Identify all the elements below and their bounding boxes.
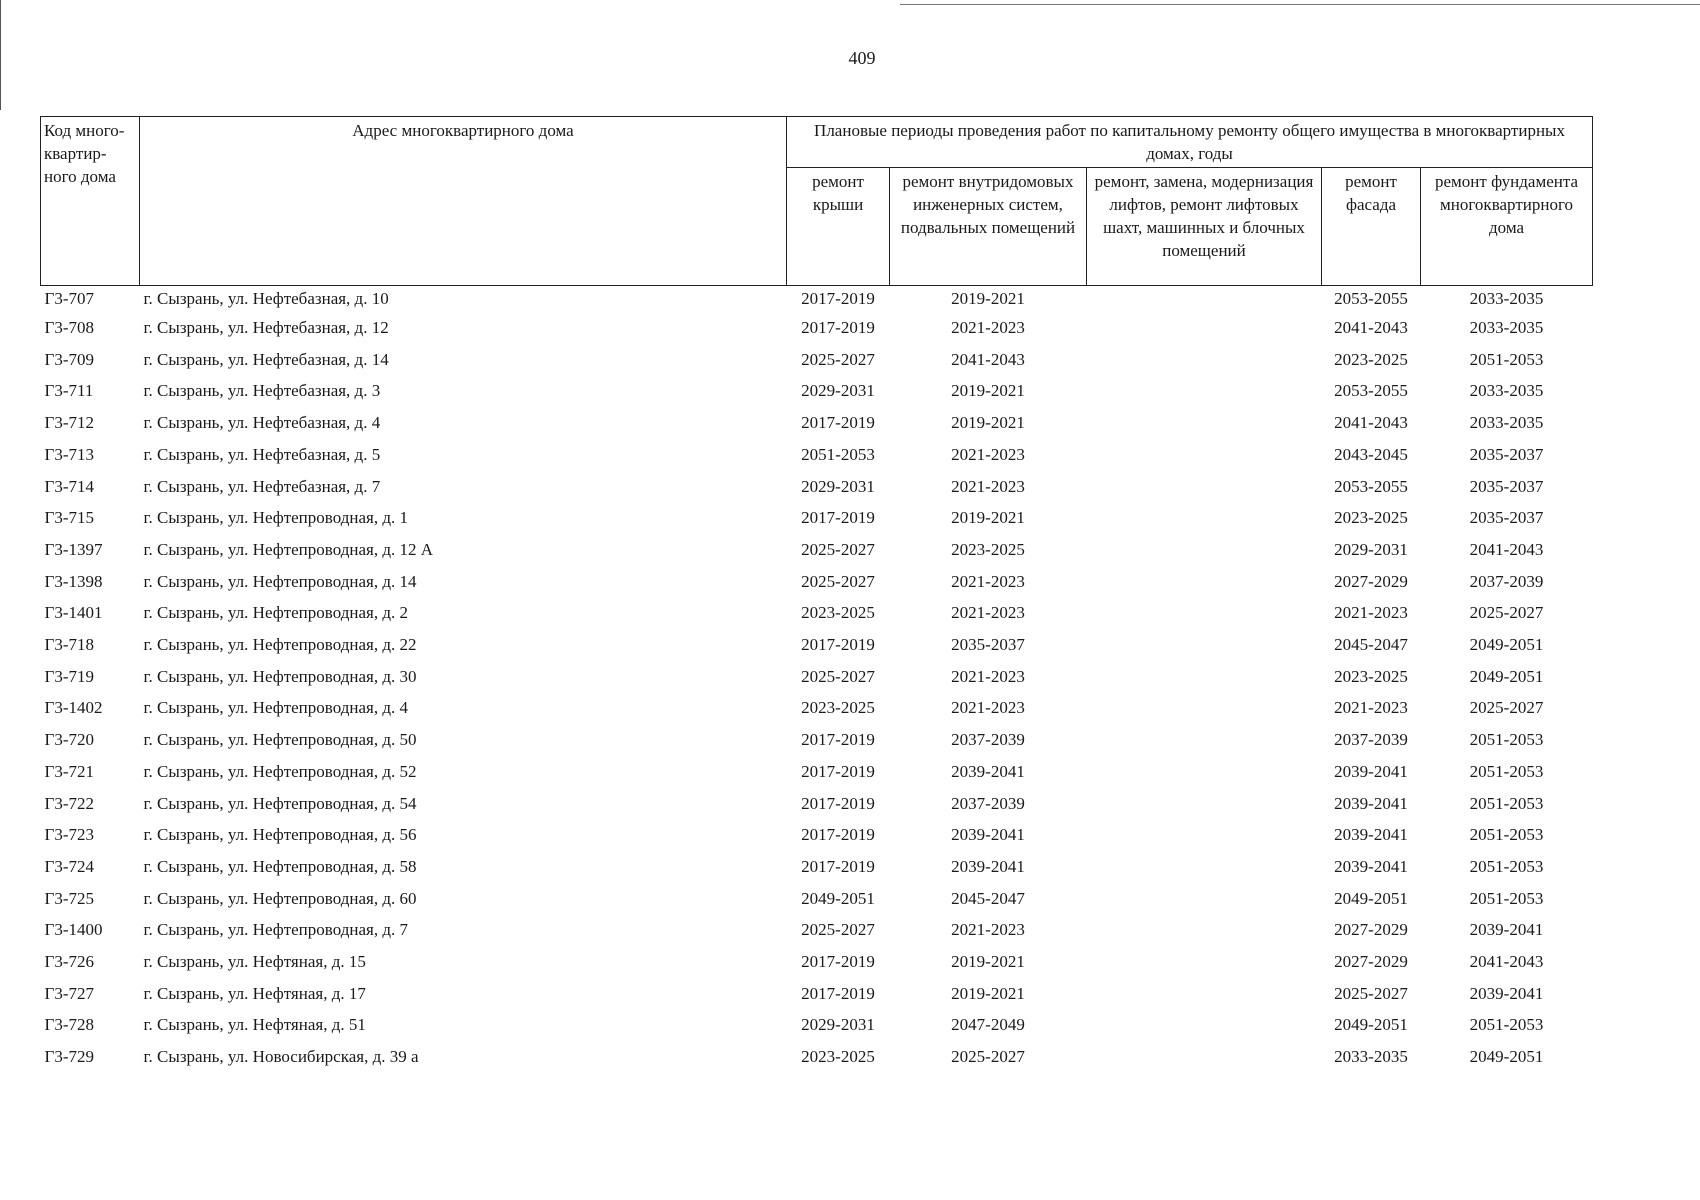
cell-code: Г3-721 <box>44 761 94 781</box>
cell-facade: 2025-2027 <box>1334 983 1408 1003</box>
cell-code: Г3-728 <box>44 1015 94 1035</box>
cell-engineering: 2019-2021 <box>951 289 1025 308</box>
cell-code: Г3-723 <box>44 825 94 845</box>
cell-engineering: 2019-2021 <box>951 983 1025 1003</box>
cell-roof: 2025-2027 <box>801 571 875 591</box>
cell-code: Г3-722 <box>44 793 94 813</box>
cell-facade: 2023-2025 <box>1334 666 1408 686</box>
cell-foundation: 2033-2035 <box>1469 381 1544 401</box>
cell-roof: 2049-2051 <box>801 888 875 908</box>
cell-roof: 2023-2025 <box>801 603 875 623</box>
cell-roof: 2017-2019 <box>801 730 875 750</box>
table-row <box>41 946 1593 978</box>
cell-foundation: 2049-2051 <box>1469 1047 1544 1067</box>
cell-code: Г3-727 <box>44 983 94 1003</box>
header-periods-group: Плановые периоды проведения работ по капитальному ремонту общего имущества в многоквартирных домах, годы <box>787 117 1593 168</box>
table-row <box>41 597 1593 629</box>
cell-roof: 2017-2019 <box>801 793 875 813</box>
table-row <box>41 883 1593 915</box>
table-row <box>41 819 1593 851</box>
table-row <box>41 692 1593 724</box>
cell-roof: 2017-2019 <box>801 508 875 528</box>
cell-engineering: 2035-2037 <box>951 635 1025 655</box>
header-roof: ремонт крыши <box>787 168 890 286</box>
table-row <box>41 788 1593 820</box>
cell-roof: 2017-2019 <box>801 856 875 876</box>
cell-roof: 2017-2019 <box>801 289 875 308</box>
cell-roof: 2051-2053 <box>801 444 875 464</box>
cell-facade: 2053-2055 <box>1334 289 1408 308</box>
cell-roof: 2017-2019 <box>801 952 875 972</box>
cell-foundation: 2051-2053 <box>1469 761 1544 781</box>
cell-elevators <box>1087 692 1322 724</box>
cell-elevators <box>1087 344 1322 376</box>
cell-facade: 2021-2023 <box>1334 603 1408 623</box>
cell-code: Г3-719 <box>44 666 94 686</box>
cell-engineering: 2021-2023 <box>951 666 1025 686</box>
cell-code: Г3-726 <box>44 952 94 972</box>
cell-address: г. Сызрань, ул. Нефтепроводная, д. 12 А <box>143 539 433 559</box>
cell-address: г. Сызрань, ул. Нефтяная, д. 15 <box>143 952 366 972</box>
cell-roof: 2025-2027 <box>801 666 875 686</box>
cell-elevators <box>1087 1009 1322 1041</box>
cell-elevators <box>1087 756 1322 788</box>
cell-facade: 2021-2023 <box>1334 698 1408 718</box>
cell-roof: 2023-2025 <box>801 698 875 718</box>
cell-engineering: 2025-2027 <box>951 1047 1025 1067</box>
table-row <box>41 978 1593 1010</box>
cell-foundation: 2051-2053 <box>1469 349 1544 369</box>
table-row <box>41 851 1593 883</box>
cell-address: г. Сызрань, ул. Новосибирская, д. 39 а <box>143 1047 419 1067</box>
table-row <box>41 724 1593 756</box>
cell-facade: 2039-2041 <box>1334 825 1408 845</box>
cell-code: Г3-1400 <box>44 920 103 940</box>
cell-engineering: 2019-2021 <box>951 952 1025 972</box>
cell-elevators <box>1087 883 1322 915</box>
cell-roof: 2025-2027 <box>801 539 875 559</box>
cell-roof: 2017-2019 <box>801 635 875 655</box>
scan-edge-top <box>900 4 1700 5</box>
cell-engineering: 2039-2041 <box>951 825 1025 845</box>
cell-code: Г3-1398 <box>44 571 103 591</box>
cell-foundation: 2035-2037 <box>1469 444 1544 464</box>
cell-facade: 2027-2029 <box>1334 920 1408 940</box>
cell-elevators <box>1087 819 1322 851</box>
cell-address: г. Сызрань, ул. Нефтяная, д. 51 <box>143 1015 366 1035</box>
cell-elevators <box>1087 851 1322 883</box>
cell-engineering: 2021-2023 <box>951 603 1025 623</box>
cell-engineering: 2019-2021 <box>951 381 1025 401</box>
cell-elevators <box>1087 407 1322 439</box>
cell-code: Г3-1402 <box>44 698 103 718</box>
cell-address: г. Сызрань, ул. Нефтебазная, д. 5 <box>143 444 381 464</box>
cell-engineering: 2037-2039 <box>951 793 1025 813</box>
table-row <box>41 534 1593 566</box>
cell-address: г. Сызрань, ул. Нефтепроводная, д. 14 <box>143 571 417 591</box>
header-foundation: ремонт фундамента многоквартирного дома <box>1421 168 1593 286</box>
cell-foundation: 2049-2051 <box>1469 635 1544 655</box>
cell-foundation: 2051-2053 <box>1469 1015 1544 1035</box>
cell-facade: 2053-2055 <box>1334 381 1408 401</box>
cell-facade: 2027-2029 <box>1334 571 1408 591</box>
cell-facade: 2033-2035 <box>1334 1047 1408 1067</box>
cell-address: г. Сызрань, ул. Нефтебазная, д. 10 <box>143 289 389 308</box>
cell-engineering: 2021-2023 <box>951 571 1025 591</box>
cell-address: г. Сызрань, ул. Нефтепроводная, д. 1 <box>143 508 408 528</box>
cell-engineering: 2021-2023 <box>951 444 1025 464</box>
cell-facade: 2029-2031 <box>1334 539 1408 559</box>
cell-foundation: 2035-2037 <box>1469 508 1544 528</box>
cell-code: Г3-720 <box>44 730 94 750</box>
cell-foundation: 2033-2035 <box>1469 413 1544 433</box>
cell-foundation: 2033-2035 <box>1469 289 1544 308</box>
cell-engineering: 2019-2021 <box>951 413 1025 433</box>
table-row <box>41 914 1593 946</box>
cell-engineering: 2047-2049 <box>951 1015 1025 1035</box>
cell-roof: 2023-2025 <box>801 1047 875 1067</box>
cell-elevators <box>1087 978 1322 1010</box>
table-row <box>41 439 1593 471</box>
cell-elevators <box>1087 1041 1322 1073</box>
cell-elevators <box>1087 914 1322 946</box>
cell-roof: 2025-2027 <box>801 920 875 940</box>
cell-facade: 2039-2041 <box>1334 761 1408 781</box>
cell-address: г. Сызрань, ул. Нефтепроводная, д. 58 <box>143 856 417 876</box>
cell-code: Г3-709 <box>44 349 94 369</box>
cell-foundation: 2049-2051 <box>1469 666 1544 686</box>
cell-elevators <box>1087 375 1322 407</box>
cell-elevators <box>1087 566 1322 598</box>
cell-address: г. Сызрань, ул. Нефтепроводная, д. 7 <box>143 920 408 940</box>
cell-elevators <box>1087 534 1322 566</box>
cell-roof: 2017-2019 <box>801 983 875 1003</box>
cell-foundation: 2041-2043 <box>1469 952 1544 972</box>
cell-address: г. Сызрань, ул. Нефтепроводная, д. 52 <box>143 761 417 781</box>
cell-code: Г3-1401 <box>44 603 103 623</box>
cell-facade: 2053-2055 <box>1334 476 1408 496</box>
cell-roof: 2025-2027 <box>801 349 875 369</box>
table-row <box>41 471 1593 503</box>
cell-engineering: 2037-2039 <box>951 730 1025 750</box>
cell-address: г. Сызрань, ул. Нефтепроводная, д. 50 <box>143 730 417 750</box>
cell-elevators <box>1087 439 1322 471</box>
cell-facade: 2041-2043 <box>1334 318 1408 337</box>
table-row <box>41 756 1593 788</box>
cell-facade: 2037-2039 <box>1334 730 1408 750</box>
cell-elevators <box>1087 502 1322 534</box>
cell-address: г. Сызрань, ул. Нефтепроводная, д. 4 <box>143 698 408 718</box>
cell-address: г. Сызрань, ул. Нефтепроводная, д. 22 <box>143 635 417 655</box>
cell-code: Г3-725 <box>44 888 94 908</box>
cell-foundation: 2039-2041 <box>1469 920 1544 940</box>
cell-code: Г3-708 <box>44 318 94 337</box>
cell-foundation: 2051-2053 <box>1469 856 1544 876</box>
cell-elevators <box>1087 471 1322 503</box>
table-row <box>41 629 1593 661</box>
cell-foundation: 2051-2053 <box>1469 888 1544 908</box>
cell-facade: 2039-2041 <box>1334 793 1408 813</box>
table-row <box>41 566 1593 598</box>
cell-code: Г3-715 <box>44 508 94 528</box>
repair-schedule-table <box>40 116 1593 1073</box>
table-row <box>41 407 1593 439</box>
cell-facade: 2039-2041 <box>1334 856 1408 876</box>
cell-address: г. Сызрань, ул. Нефтепроводная, д. 30 <box>143 666 417 686</box>
cell-foundation: 2033-2035 <box>1469 318 1544 337</box>
header-code: Код много-квартир-ного дома <box>41 117 140 286</box>
table-row <box>41 502 1593 534</box>
cell-foundation: 2025-2027 <box>1469 603 1544 623</box>
cell-elevators <box>1087 629 1322 661</box>
header-row-1 <box>41 117 1593 168</box>
header-facade: ремонт фасада <box>1322 168 1421 286</box>
cell-code: Г3-714 <box>44 476 94 496</box>
cell-address: г. Сызрань, ул. Нефтепроводная, д. 56 <box>143 825 417 845</box>
cell-elevators <box>1087 788 1322 820</box>
cell-address: г. Сызрань, ул. Нефтебазная, д. 12 <box>143 318 389 337</box>
cell-address: г. Сызрань, ул. Нефтепроводная, д. 60 <box>143 888 417 908</box>
cell-foundation: 2039-2041 <box>1469 983 1544 1003</box>
cell-address: г. Сызрань, ул. Нефтебазная, д. 14 <box>143 349 389 369</box>
cell-facade: 2023-2025 <box>1334 349 1408 369</box>
cell-foundation: 2051-2053 <box>1469 793 1544 813</box>
cell-engineering: 2041-2043 <box>951 349 1025 369</box>
cell-elevators <box>1087 597 1322 629</box>
cell-address: г. Сызрань, ул. Нефтебазная, д. 7 <box>143 476 381 496</box>
cell-code: Г3-729 <box>44 1047 94 1067</box>
cell-address: г. Сызрань, ул. Нефтебазная, д. 3 <box>143 381 381 401</box>
cell-code: Г3-1397 <box>44 539 103 559</box>
cell-elevators <box>1087 312 1322 344</box>
cell-roof: 2017-2019 <box>801 318 875 337</box>
table-row <box>41 312 1593 344</box>
cell-engineering: 2045-2047 <box>951 888 1025 908</box>
cell-facade: 2041-2043 <box>1334 413 1408 433</box>
table-row <box>41 286 1593 313</box>
cell-facade: 2045-2047 <box>1334 635 1408 655</box>
cell-elevators <box>1087 724 1322 756</box>
table-row <box>41 344 1593 376</box>
cell-elevators <box>1087 661 1322 693</box>
cell-address: г. Сызрань, ул. Нефтяная, д. 17 <box>143 983 366 1003</box>
cell-engineering: 2021-2023 <box>951 476 1025 496</box>
page-number: 409 <box>848 48 876 68</box>
cell-engineering: 2021-2023 <box>951 318 1025 337</box>
cell-foundation: 2037-2039 <box>1469 571 1544 591</box>
header-elevators: ремонт, замена, модернизация лифтов, ремонт лифтовых шахт, машинных и блочных помещений <box>1087 168 1322 286</box>
cell-elevators <box>1087 946 1322 978</box>
cell-foundation: 2051-2053 <box>1469 730 1544 750</box>
cell-code: Г3-718 <box>44 635 94 655</box>
cell-code: Г3-724 <box>44 856 94 876</box>
cell-engineering: 2039-2041 <box>951 761 1025 781</box>
cell-code: Г3-711 <box>44 381 94 401</box>
cell-foundation: 2041-2043 <box>1469 539 1544 559</box>
table-body <box>41 286 1593 1073</box>
cell-engineering: 2039-2041 <box>951 856 1025 876</box>
cell-roof: 2029-2031 <box>801 1015 875 1035</box>
cell-code: Г3-713 <box>44 444 94 464</box>
table-row <box>41 1009 1593 1041</box>
cell-foundation: 2025-2027 <box>1469 698 1544 718</box>
cell-address: г. Сызрань, ул. Нефтепроводная, д. 54 <box>143 793 417 813</box>
cell-engineering: 2019-2021 <box>951 508 1025 528</box>
cell-elevators <box>1087 286 1322 313</box>
cell-roof: 2017-2019 <box>801 761 875 781</box>
cell-address: г. Сызрань, ул. Нефтепроводная, д. 2 <box>143 603 408 623</box>
cell-engineering: 2021-2023 <box>951 698 1025 718</box>
cell-roof: 2017-2019 <box>801 825 875 845</box>
cell-facade: 2043-2045 <box>1334 444 1408 464</box>
cell-address: г. Сызрань, ул. Нефтебазная, д. 4 <box>143 413 381 433</box>
table-row <box>41 375 1593 407</box>
cell-code: Г3-707 <box>44 289 94 308</box>
cell-facade: 2049-2051 <box>1334 888 1408 908</box>
cell-foundation: 2051-2053 <box>1469 825 1544 845</box>
cell-foundation: 2035-2037 <box>1469 476 1544 496</box>
cell-engineering: 2023-2025 <box>951 539 1025 559</box>
cell-roof: 2017-2019 <box>801 413 875 433</box>
table-row <box>41 1041 1593 1073</box>
cell-facade: 2023-2025 <box>1334 508 1408 528</box>
cell-roof: 2029-2031 <box>801 381 875 401</box>
cell-engineering: 2021-2023 <box>951 920 1025 940</box>
header-engineering: ремонт внутридомовых инженерных систем, подвальных помещений <box>890 168 1087 286</box>
cell-facade: 2049-2051 <box>1334 1015 1408 1035</box>
cell-code: Г3-712 <box>44 413 94 433</box>
cell-roof: 2029-2031 <box>801 476 875 496</box>
cell-facade: 2027-2029 <box>1334 952 1408 972</box>
table-row <box>41 661 1593 693</box>
header-address: Адрес многоквартирного дома <box>140 117 787 286</box>
